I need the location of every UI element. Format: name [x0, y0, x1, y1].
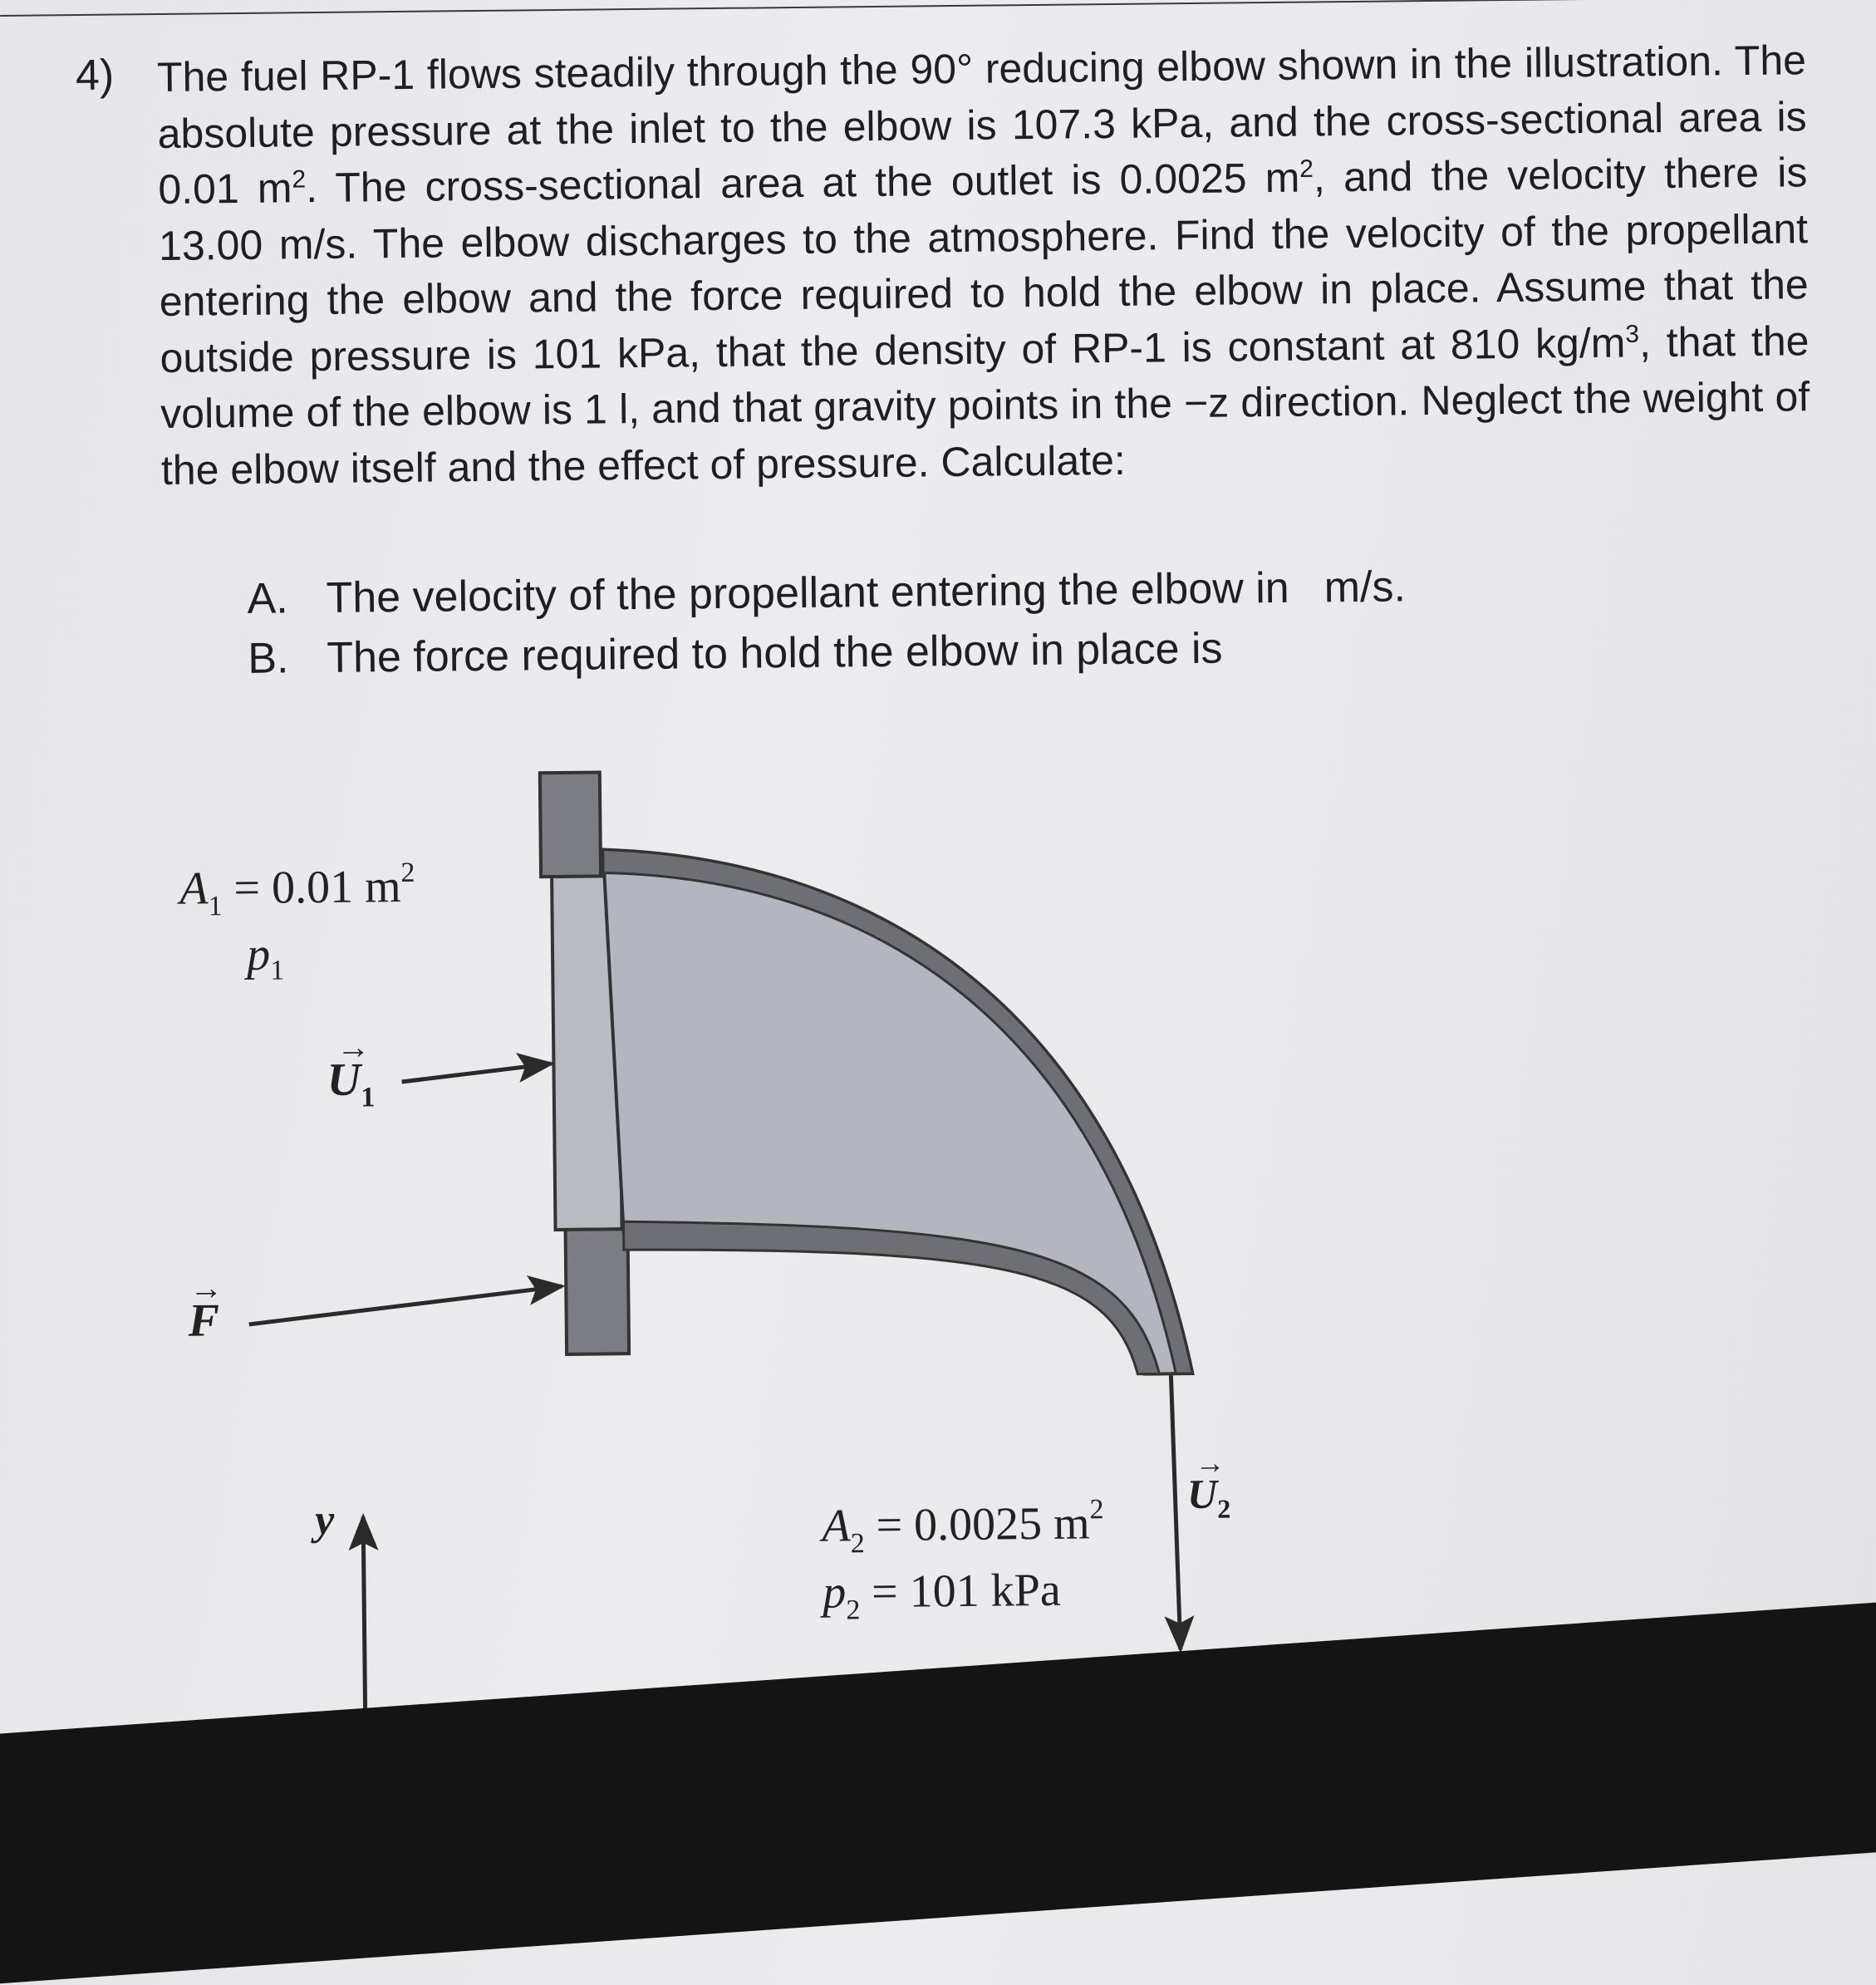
problem-text-3: , and the velocity there is 13.00 m/s. The elbow discharges to the atmosphere. Find the velocity of the propellant entering the elbow and the force required to hold the elbow in place. Assume that the outside pressure is 101 kPa, that the density of RP-1 is constant at 810 kg/m — [158, 149, 1809, 381]
flange-bottom — [566, 1229, 630, 1354]
problem-sup-2: 2 — [1299, 155, 1314, 183]
problem-sup-1: 2 — [292, 165, 307, 194]
question-text: The force required to hold the elbow in place is — [327, 624, 1223, 682]
a2-label: $A_2 = 0.0025$ $m^2$ — [821, 1494, 1104, 1560]
u2-vector-mark: → — [1195, 1446, 1225, 1481]
question-text: The velocity of the propellant entering the elbow in — [326, 563, 1289, 622]
a1-label: $A_1 = 0.01$ $m^2$ — [179, 857, 415, 922]
p1-label: $p_1$ — [246, 928, 285, 986]
problem-text-2: . The cross-sectional area at the outlet is 0.0025 m — [305, 154, 1300, 212]
question-letter: A. — [247, 574, 289, 623]
flange-top — [540, 772, 601, 877]
force-label: F — [188, 1295, 220, 1347]
p2-label: $p_2 = 101$ kPa — [822, 1564, 1062, 1626]
problem-sup-3: 3 — [1625, 320, 1640, 348]
problem-number: 4) — [75, 51, 115, 101]
u2-label: $U_2$ — [1186, 1470, 1231, 1524]
u2-arrow — [1171, 1375, 1180, 1649]
question-letter: B. — [248, 634, 289, 683]
force-vector-mark: → — [189, 1269, 223, 1307]
problem-text-4: , that the volume of the elbow is 1 l, and that gravity points in the −z direction. Neglect the weight of the elbow itself and the effect of pressure. Calculate: — [160, 317, 1810, 494]
force-arrow — [248, 1286, 562, 1324]
y-axis-label: y — [314, 1496, 335, 1545]
problem-text-1: The fuel RP-1 flows steadily through the 90° reducing elbow shown in the illustration. The absolute pressure at the inlet to the elbow is 107.3 kPa, and the cross-sectional area is 0.01 m — [156, 37, 1807, 214]
u1-label: $U_1$ — [327, 1054, 376, 1113]
question-unit: m/s. — [1324, 563, 1407, 612]
u1-arrow — [401, 1064, 551, 1082]
u1-vector-mark: → — [336, 1028, 371, 1066]
